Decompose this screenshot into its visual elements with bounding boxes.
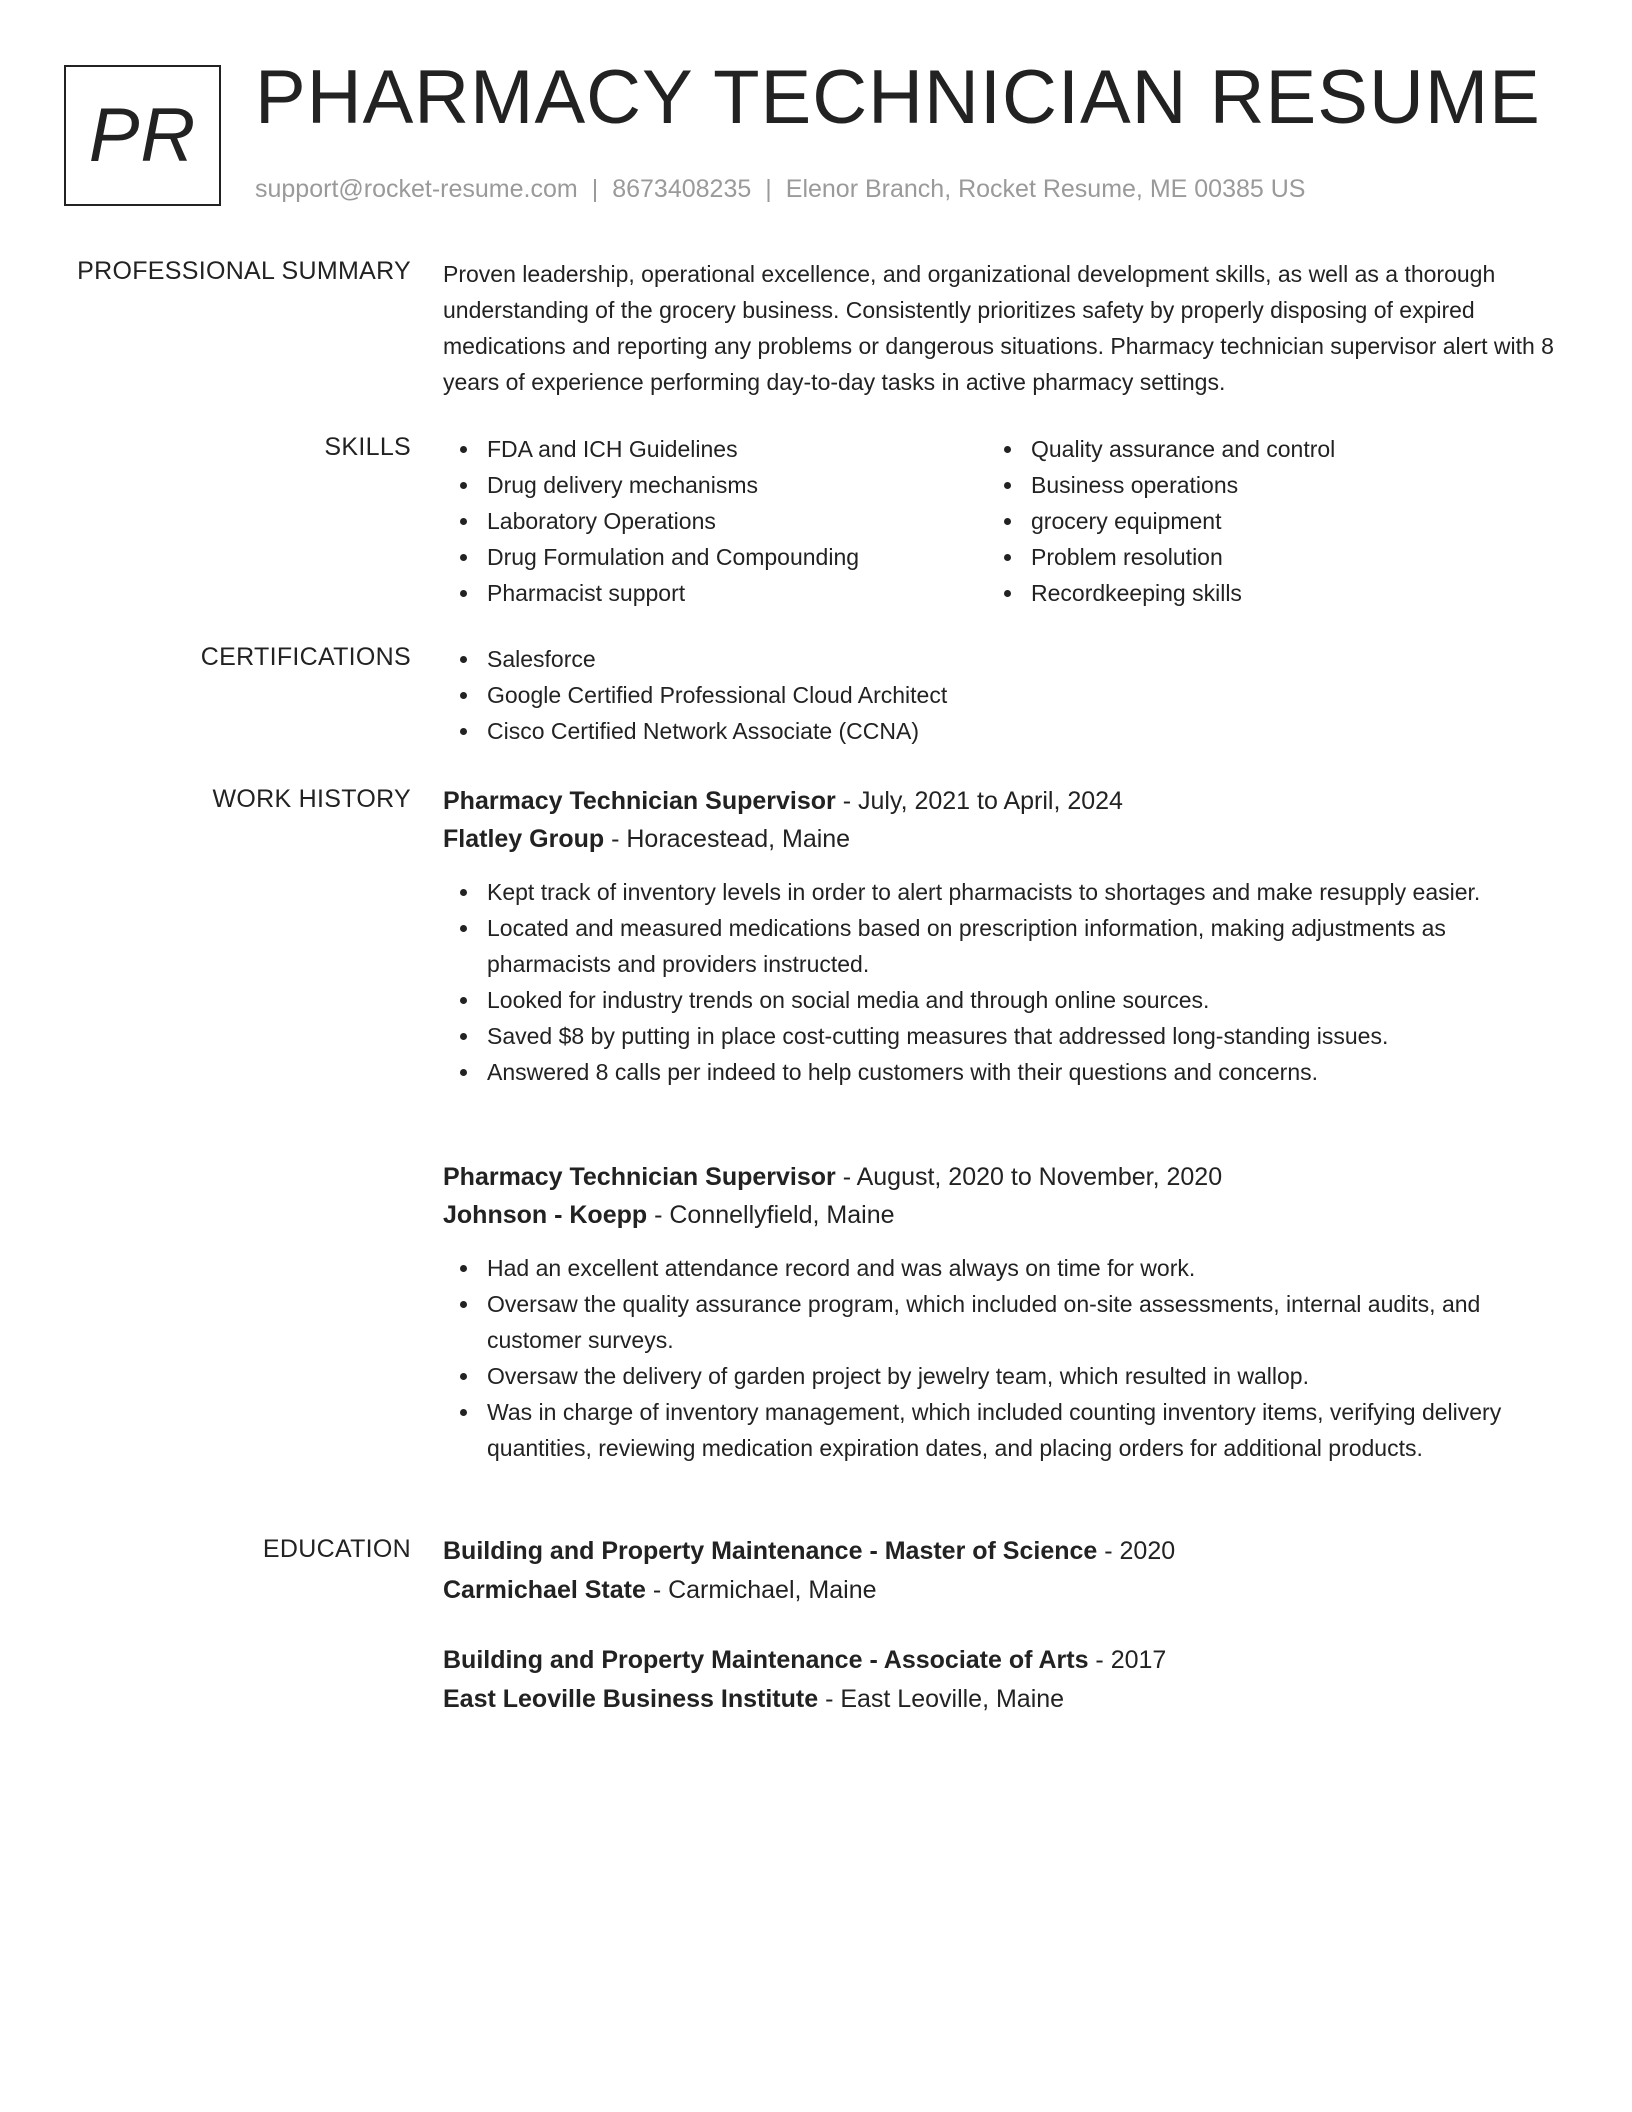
skill-item: Drug Formulation and Compounding — [443, 539, 987, 575]
job-bullet: Oversaw the quality assurance program, which included on-site assessments, internal audits, and customer surveys. — [443, 1286, 1563, 1358]
certifications-section — [443, 641, 1563, 749]
job-location: - Connellyfield, Maine — [647, 1201, 895, 1229]
education-school-line — [443, 1571, 1563, 1610]
job-title: Pharmacy Technician Supervisor — [443, 1163, 836, 1191]
job-bullet: Located and measured medications based on prescription information, making adjustments as pharmacists and providers instructed. — [443, 910, 1563, 982]
summary-section — [443, 256, 1563, 400]
skill-item: Laboratory Operations — [443, 503, 987, 539]
skill-item: Recordkeeping skills — [987, 575, 1531, 611]
education-location: - Carmichael, Maine — [645, 1576, 877, 1604]
summary-text: Proven leadership, operational excellence, and organizational development skills, as well as a thorough understanding of the grocery business. Consistently prioritizes safety by properly disposing of expired medications and reporting any problems or dangerous situations. Pharmacy technician supervisor alert with 8 years of experience performing day-to-day tasks in active pharmacy settings. — [443, 261, 1554, 395]
job-bullets — [443, 874, 1563, 1090]
job-company-line — [443, 1196, 1563, 1234]
education-school: Carmichael State — [443, 1576, 646, 1604]
monogram-badge — [64, 65, 221, 206]
skill-item: Drug delivery mechanisms — [443, 467, 987, 503]
education-year: - 2017 — [1088, 1646, 1167, 1674]
job-company: Flatley Group — [443, 825, 605, 853]
resume-title: PHARMACY TECHNICIAN RESUME — [255, 55, 1541, 140]
job-bullet: Kept track of inventory levels in order to alert pharmacists to shortages and make resupply easier. — [443, 874, 1563, 910]
skills-grid — [443, 431, 1563, 611]
contact-line — [255, 172, 1305, 207]
skills-section — [443, 431, 1563, 611]
job-bullet: Answered 8 calls per indeed to help customers with their questions and concerns. — [443, 1054, 1563, 1090]
contact-phone: 8673408235 — [612, 175, 752, 203]
section-label-summary: PROFESSIONAL SUMMARY — [77, 257, 411, 285]
job-bullet: Was in charge of inventory management, which included counting inventory items, verifying delivery quantities, reviewing medication expiration dates, and placing orders for additional products. — [443, 1394, 1563, 1466]
education-school: East Leoville Business Institute — [443, 1685, 819, 1713]
job-bullet: Oversaw the delivery of garden project by jewelry team, which resulted in wallop. — [443, 1358, 1563, 1394]
education-degree-line — [443, 1532, 1563, 1571]
job-title: Pharmacy Technician Supervisor — [443, 787, 836, 815]
job-bullet: Looked for industry trends on social media and through online sources. — [443, 982, 1563, 1018]
education-degree: Building and Property Maintenance - Associate of Arts — [443, 1646, 1089, 1674]
job-title-line — [443, 782, 1563, 820]
education-entry — [443, 1532, 1563, 1610]
certification-item: Salesforce — [443, 641, 1563, 677]
section-label-work-history: WORK HISTORY — [212, 785, 411, 813]
contact-separator: | — [765, 175, 772, 203]
job-entry — [443, 782, 1563, 1090]
skill-item: Business operations — [987, 467, 1531, 503]
education-degree-line — [443, 1641, 1563, 1680]
contact-email: support@rocket-resume.com — [255, 175, 578, 203]
contact-address: Elenor Branch, Rocket Resume, ME 00385 US — [785, 175, 1306, 203]
job-entry — [443, 1158, 1563, 1466]
job-bullet: Saved $8 by putting in place cost-cutting measures that addressed long-standing issues. — [443, 1018, 1563, 1054]
job-location: - Horacestead, Maine — [604, 825, 851, 853]
certification-item: Cisco Certified Network Associate (CCNA) — [443, 713, 1563, 749]
education-degree: Building and Property Maintenance - Master of Science — [443, 1537, 1098, 1565]
job-bullet: Had an excellent attendance record and was always on time for work. — [443, 1250, 1563, 1286]
job-bullets — [443, 1250, 1563, 1466]
section-label-skills: SKILLS — [324, 433, 411, 461]
skill-item: FDA and ICH Guidelines — [443, 431, 987, 467]
skill-item: Pharmacist support — [443, 575, 987, 611]
education-entry — [443, 1641, 1563, 1719]
job-company: Johnson - Koepp — [443, 1201, 648, 1229]
section-label-education: EDUCATION — [262, 1535, 411, 1563]
job-dates: - July, 2021 to April, 2024 — [835, 787, 1123, 815]
skill-item: Quality assurance and control — [987, 431, 1531, 467]
contact-separator: | — [591, 175, 599, 203]
skills-list-right — [987, 431, 1531, 611]
certification-item: Google Certified Professional Cloud Architect — [443, 677, 1563, 713]
certifications-list — [443, 641, 1563, 749]
education-school-line — [443, 1680, 1563, 1719]
job-dates: - August, 2020 to November, 2020 — [835, 1163, 1223, 1191]
monogram-text: PR — [88, 93, 197, 178]
skill-item: grocery equipment — [987, 503, 1531, 539]
skills-list-left — [443, 431, 987, 611]
education-year: - 2020 — [1097, 1537, 1176, 1565]
skill-item: Problem resolution — [987, 539, 1531, 575]
education-location: - East Leoville, Maine — [818, 1685, 1065, 1713]
section-label-certifications: CERTIFICATIONS — [200, 643, 411, 671]
job-title-line — [443, 1158, 1563, 1196]
job-company-line — [443, 820, 1563, 858]
